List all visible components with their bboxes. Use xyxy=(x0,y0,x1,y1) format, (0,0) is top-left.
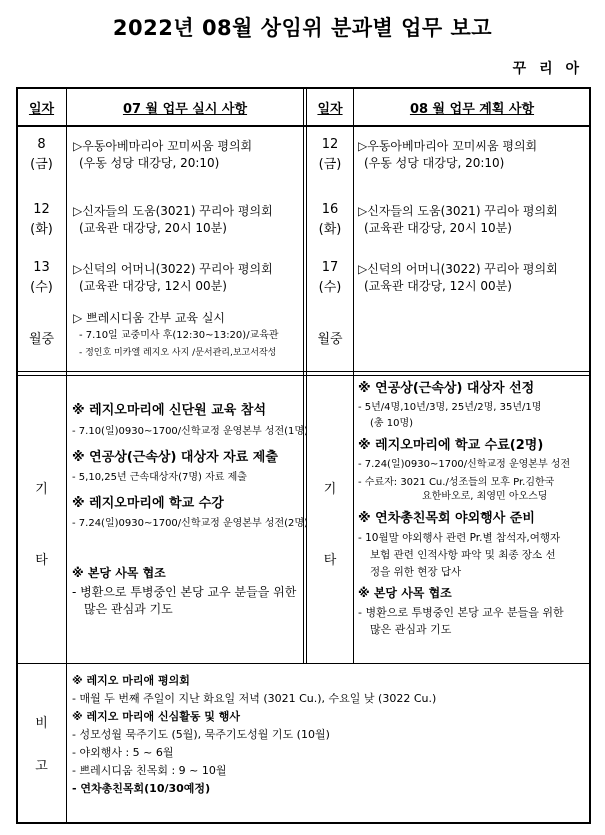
july-row-2-date: 12 (화) xyxy=(30,202,53,237)
july-extra-text: ▷ 쁘레시디움 간부 교육 실시 - 7.10일 교중미사 후(12:30~13:20)/교육관 - 정인호 미카엘 레지오 사지 /문서관리,보고서작성 xyxy=(73,311,279,358)
etc-label-left: 기 타 xyxy=(35,482,48,568)
remarks-label-divider xyxy=(66,663,67,823)
august-row-1-text: ▷우동아베마리아 꼬미씨움 평의회 (우동 성당 대강당, 20:10) xyxy=(358,139,538,170)
etc-bottom-rule xyxy=(16,663,591,664)
etc-left-content: ※ 레지오마리에 신단원 교육 참석 - 7.10(일)0930~1700/신학교정 운영본부 성전(1명) ※ 연공상(근속상) 대상자 자료 제출 - 5,10,25년 근속대상자(7명) 자료 제출 ※ 레지오마리에 학교 수강 - 7.24(일)0930~1700/신학교정 운영본부 성전(2명) ※ 본당 사목 협조 - 병환으로 투병중인 본당 교우 분들을 위한 많은 관심과 기도 xyxy=(72,403,308,616)
header-date-right: 일자 xyxy=(317,102,343,117)
date-left-divider xyxy=(66,88,67,663)
etc-right-content: ※ 연공상(근속상) 대상자 선정 - 5년/4명,10년/3명, 25년/2명, 35년/1명 (총 10명) ※ 레지오마리에 학교 수료(2명) - 7.24(일)0930~1700/신학교정 운영본부 성전 - 수료자: 3021 Cu./성조들의 모후 Pr.김한국 요한바오로, 최영민 아오스딩 ※ 연차총친목회 야외행사 준비 - 10월말 야외행사 관련 Pr.별 참석자,여행자 보험 관련 인적사항 파악 및 최종 장소 선 정을 위한 현장 답사 ※ 본당 사목 협조 - 병환으로 투병중인 본당 교우 분들을 위한 많은 관심과 기도 xyxy=(358,381,571,636)
document-title: 2022년 08월 상임위 분과별 업무 보고 xyxy=(112,16,493,40)
july-row-3-date: 13 (수) xyxy=(30,260,53,295)
header-august-plan: 08 월 업무 계획 사항 xyxy=(409,102,535,117)
date-right-divider xyxy=(353,88,354,663)
july-extra-date: 월중 xyxy=(28,332,55,347)
july-row-1-text: ▷우동아베마리아 꼬미씨움 평의회 (우동 성당 대강당, 20:10) xyxy=(73,139,253,170)
august-row-2-date: 16 (화) xyxy=(318,202,342,237)
august-extra-date: 월중 xyxy=(317,332,343,347)
header-july-plan: 07 월 업무 실시 사항 xyxy=(122,102,248,117)
august-row-3-text: ▷신덕의 어머니(3022) 꾸리아 평의회 (교육관 대강당, 12시 00분) xyxy=(358,262,558,293)
july-row-2-text: ▷신자들의 도움(3021) 꾸리아 평의회 (교육관 대강당, 20시 10분) xyxy=(73,204,273,235)
july-row-3-text: ▷신덕의 어머니(3022) 꾸리아 평의회 (교육관 대강당, 12시 00분) xyxy=(73,262,273,293)
july-row-1-date: 8 (금) xyxy=(30,137,53,172)
header-date-left: 일자 xyxy=(28,102,55,117)
remarks-content: ※ 레지오 마리애 평의회 - 매월 두 번째 주일이 지난 화요일 저녁 (3021 Cu.), 수요일 낮 (3022 Cu.) ※ 레지오 마리애 신심활동 및 행사 - 성모성월 묵주기도 (5월), 묵주기도성월 기도 (10월) - 야외행사 : 5 ~ 6월 - 쁘레시디움 친목회 : 9 ~ 10월 - 연차총친목회(10/30예정) xyxy=(72,674,437,795)
august-row-1-date: 12 (금) xyxy=(318,137,342,172)
organization-name: 꾸 리 아 xyxy=(512,61,583,77)
august-row-2-text: ▷신자들의 도움(3021) 꾸리아 평의회 (교육관 대강당, 20시 10분) xyxy=(358,204,558,235)
august-row-3-date: 17 (수) xyxy=(318,260,342,295)
etc-label-right: 기 타 xyxy=(323,482,337,568)
remarks-label: 비 고 xyxy=(35,716,48,774)
